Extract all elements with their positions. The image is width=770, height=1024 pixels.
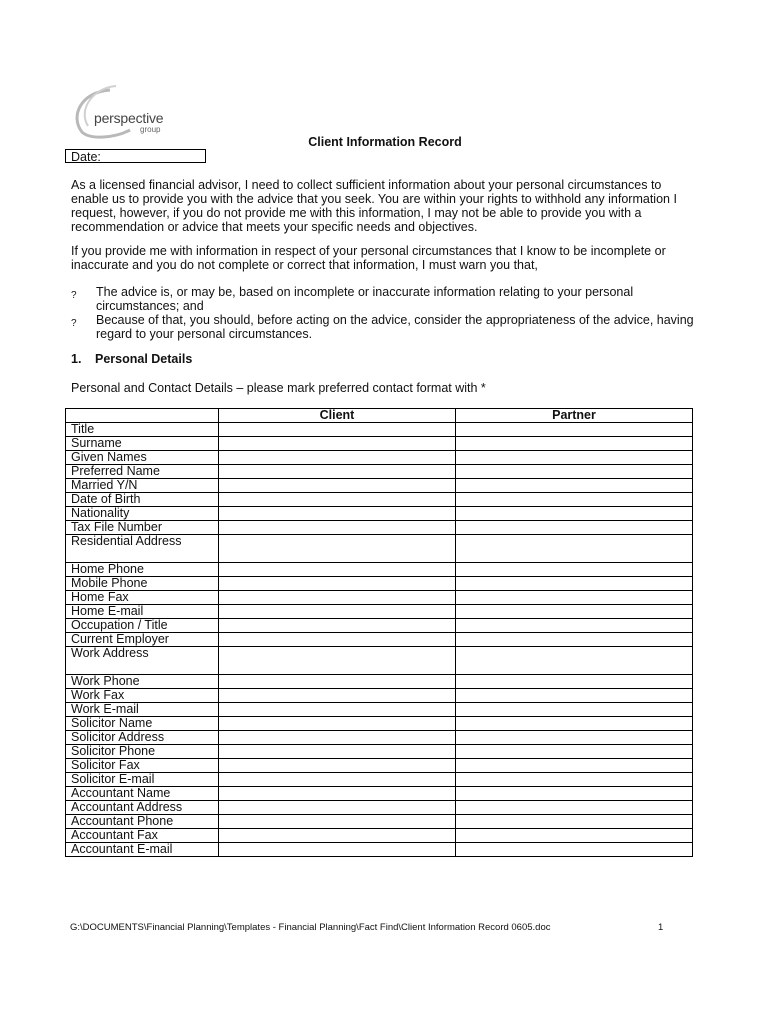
footer-path: G:\DOCUMENTS\Financial Planning\Templates - Financial Planning\Fact Find\Client Information Record 0605.doc xyxy=(70,922,551,933)
row-label: Accountant E-mail xyxy=(66,843,219,857)
section-title: Personal Details xyxy=(95,352,193,366)
table-row xyxy=(66,591,693,605)
partner-value-cell[interactable] xyxy=(456,745,693,759)
bullet-text-2: Because of that, you should, before acting on the advice, consider the appropriateness of the advice, having regard to your personal circumstances. xyxy=(96,313,694,341)
row-label: Home E-mail xyxy=(66,605,219,619)
table-row xyxy=(66,535,693,563)
row-label: Accountant Name xyxy=(66,787,219,801)
table-row xyxy=(66,801,693,815)
client-value-cell[interactable] xyxy=(219,563,456,577)
date-field[interactable] xyxy=(65,149,206,163)
partner-value-cell[interactable] xyxy=(456,801,693,815)
client-value-cell[interactable] xyxy=(219,689,456,703)
table-row xyxy=(66,521,693,535)
table-row xyxy=(66,745,693,759)
client-value-cell[interactable] xyxy=(219,647,456,675)
partner-value-cell[interactable] xyxy=(456,647,693,675)
table-row xyxy=(66,577,693,591)
partner-value-cell[interactable] xyxy=(456,479,693,493)
row-label: Date of Birth xyxy=(66,493,219,507)
bullet-text-1: The advice is, or may be, based on incomplete or inaccurate information relating to your personal circumstances; and xyxy=(96,285,634,313)
row-label: Work Fax xyxy=(66,689,219,703)
row-label: Home Phone xyxy=(66,563,219,577)
client-value-cell[interactable] xyxy=(219,703,456,717)
table-row xyxy=(66,493,693,507)
partner-value-cell[interactable] xyxy=(456,591,693,605)
client-value-cell[interactable] xyxy=(219,493,456,507)
table-row xyxy=(66,731,693,745)
header-client: Client xyxy=(219,409,456,423)
row-label: Mobile Phone xyxy=(66,577,219,591)
partner-value-cell[interactable] xyxy=(456,423,693,437)
client-value-cell[interactable] xyxy=(219,801,456,815)
table-row xyxy=(66,507,693,521)
row-label: Solicitor Phone xyxy=(66,745,219,759)
partner-value-cell[interactable] xyxy=(456,703,693,717)
row-label: Occupation / Title xyxy=(66,619,219,633)
client-value-cell[interactable] xyxy=(219,815,456,829)
table-row xyxy=(66,563,693,577)
table-row xyxy=(66,451,693,465)
table-row xyxy=(66,437,693,451)
client-value-cell[interactable] xyxy=(219,675,456,689)
row-label: Accountant Address xyxy=(66,801,219,815)
client-value-cell[interactable] xyxy=(219,577,456,591)
client-value-cell[interactable] xyxy=(219,717,456,731)
row-label: Accountant Fax xyxy=(66,829,219,843)
partner-value-cell[interactable] xyxy=(456,577,693,591)
bullet-marker-1: ? xyxy=(71,290,77,301)
partner-value-cell[interactable] xyxy=(456,535,693,563)
partner-value-cell[interactable] xyxy=(456,451,693,465)
partner-value-cell[interactable] xyxy=(456,493,693,507)
partner-value-cell[interactable] xyxy=(456,465,693,479)
section-subheading: Personal and Contact Details – please mark preferred contact format with * xyxy=(71,381,486,395)
partner-value-cell[interactable] xyxy=(456,787,693,801)
table-row xyxy=(66,815,693,829)
client-value-cell[interactable] xyxy=(219,423,456,437)
table-row xyxy=(66,759,693,773)
section-number: 1. xyxy=(71,352,82,366)
row-label: Home Fax xyxy=(66,591,219,605)
logo-tagline: group xyxy=(140,125,161,134)
partner-value-cell[interactable] xyxy=(456,773,693,787)
client-value-cell[interactable] xyxy=(219,479,456,493)
client-value-cell[interactable] xyxy=(219,591,456,605)
client-value-cell[interactable] xyxy=(219,745,456,759)
table-row xyxy=(66,675,693,689)
partner-value-cell[interactable] xyxy=(456,675,693,689)
row-label: Nationality xyxy=(66,507,219,521)
personal-details-table xyxy=(65,408,693,857)
table-row xyxy=(66,423,693,437)
partner-value-cell[interactable] xyxy=(456,605,693,619)
row-label: Accountant Phone xyxy=(66,815,219,829)
partner-value-cell[interactable] xyxy=(456,689,693,703)
row-label: Solicitor E-mail xyxy=(66,773,219,787)
row-label: Given Names xyxy=(66,451,219,465)
row-label: Current Employer xyxy=(66,633,219,647)
client-value-cell[interactable] xyxy=(219,759,456,773)
table-row xyxy=(66,605,693,619)
partner-value-cell[interactable] xyxy=(456,731,693,745)
date-label: Date: xyxy=(71,150,101,164)
logo-name: perspective xyxy=(94,110,164,126)
intro-paragraph-2: If you provide me with information in respect of your personal circumstances that I know to be incomplete or inaccurate and you do not complete or correct that information, I must warn you that, xyxy=(71,244,666,272)
table-row xyxy=(66,717,693,731)
client-value-cell[interactable] xyxy=(219,465,456,479)
partner-value-cell[interactable] xyxy=(456,829,693,843)
client-value-cell[interactable] xyxy=(219,731,456,745)
client-value-cell[interactable] xyxy=(219,451,456,465)
table-row xyxy=(66,479,693,493)
row-label: Solicitor Name xyxy=(66,717,219,731)
company-logo xyxy=(70,82,180,142)
table-row xyxy=(66,633,693,647)
partner-value-cell[interactable] xyxy=(456,843,693,857)
section-heading xyxy=(71,352,192,366)
row-label: Solicitor Fax xyxy=(66,759,219,773)
client-value-cell[interactable] xyxy=(219,829,456,843)
table-row xyxy=(66,689,693,703)
client-value-cell[interactable] xyxy=(219,605,456,619)
row-label: Work Address xyxy=(66,647,219,675)
client-value-cell[interactable] xyxy=(219,843,456,857)
table-row xyxy=(66,703,693,717)
table-row xyxy=(66,465,693,479)
partner-value-cell[interactable] xyxy=(456,507,693,521)
client-value-cell[interactable] xyxy=(219,521,456,535)
table-row xyxy=(66,647,693,675)
row-label: Work E-mail xyxy=(66,703,219,717)
table-header-row xyxy=(66,409,693,423)
partner-value-cell[interactable] xyxy=(456,759,693,773)
table-row xyxy=(66,773,693,787)
header-label-column xyxy=(66,409,219,423)
partner-value-cell[interactable] xyxy=(456,521,693,535)
page-title: Client Information Record xyxy=(308,135,462,149)
row-label: Tax File Number xyxy=(66,521,219,535)
partner-value-cell[interactable] xyxy=(456,633,693,647)
table-row xyxy=(66,843,693,857)
row-label: Married Y/N xyxy=(66,479,219,493)
client-value-cell[interactable] xyxy=(219,619,456,633)
bullet-marker-2: ? xyxy=(71,318,77,329)
partner-value-cell[interactable] xyxy=(456,437,693,451)
partner-value-cell[interactable] xyxy=(456,619,693,633)
table-row xyxy=(66,829,693,843)
client-value-cell[interactable] xyxy=(219,773,456,787)
client-value-cell[interactable] xyxy=(219,437,456,451)
row-label: Surname xyxy=(66,437,219,451)
partner-value-cell[interactable] xyxy=(456,563,693,577)
partner-value-cell[interactable] xyxy=(456,717,693,731)
client-value-cell[interactable] xyxy=(219,507,456,521)
partner-value-cell[interactable] xyxy=(456,815,693,829)
intro-paragraph-1: As a licensed financial advisor, I need to collect sufficient information about your personal circumstances to enable us to provide you with the advice that you seek. You are within your rights to withhold any information I request, however, if you do not provide me with this information, I may not be able to provide you with a recommendation or advice that meets your specific needs and objectives. xyxy=(71,178,677,234)
client-value-cell[interactable] xyxy=(219,633,456,647)
table-row xyxy=(66,787,693,801)
client-value-cell[interactable] xyxy=(219,787,456,801)
row-label: Residential Address xyxy=(66,535,219,563)
client-value-cell[interactable] xyxy=(219,535,456,563)
table-row xyxy=(66,619,693,633)
row-label: Work Phone xyxy=(66,675,219,689)
table-body xyxy=(66,423,693,857)
row-label: Solicitor Address xyxy=(66,731,219,745)
page-number: 1 xyxy=(658,922,664,933)
row-label: Preferred Name xyxy=(66,465,219,479)
row-label: Title xyxy=(66,423,219,437)
header-partner: Partner xyxy=(456,409,693,423)
